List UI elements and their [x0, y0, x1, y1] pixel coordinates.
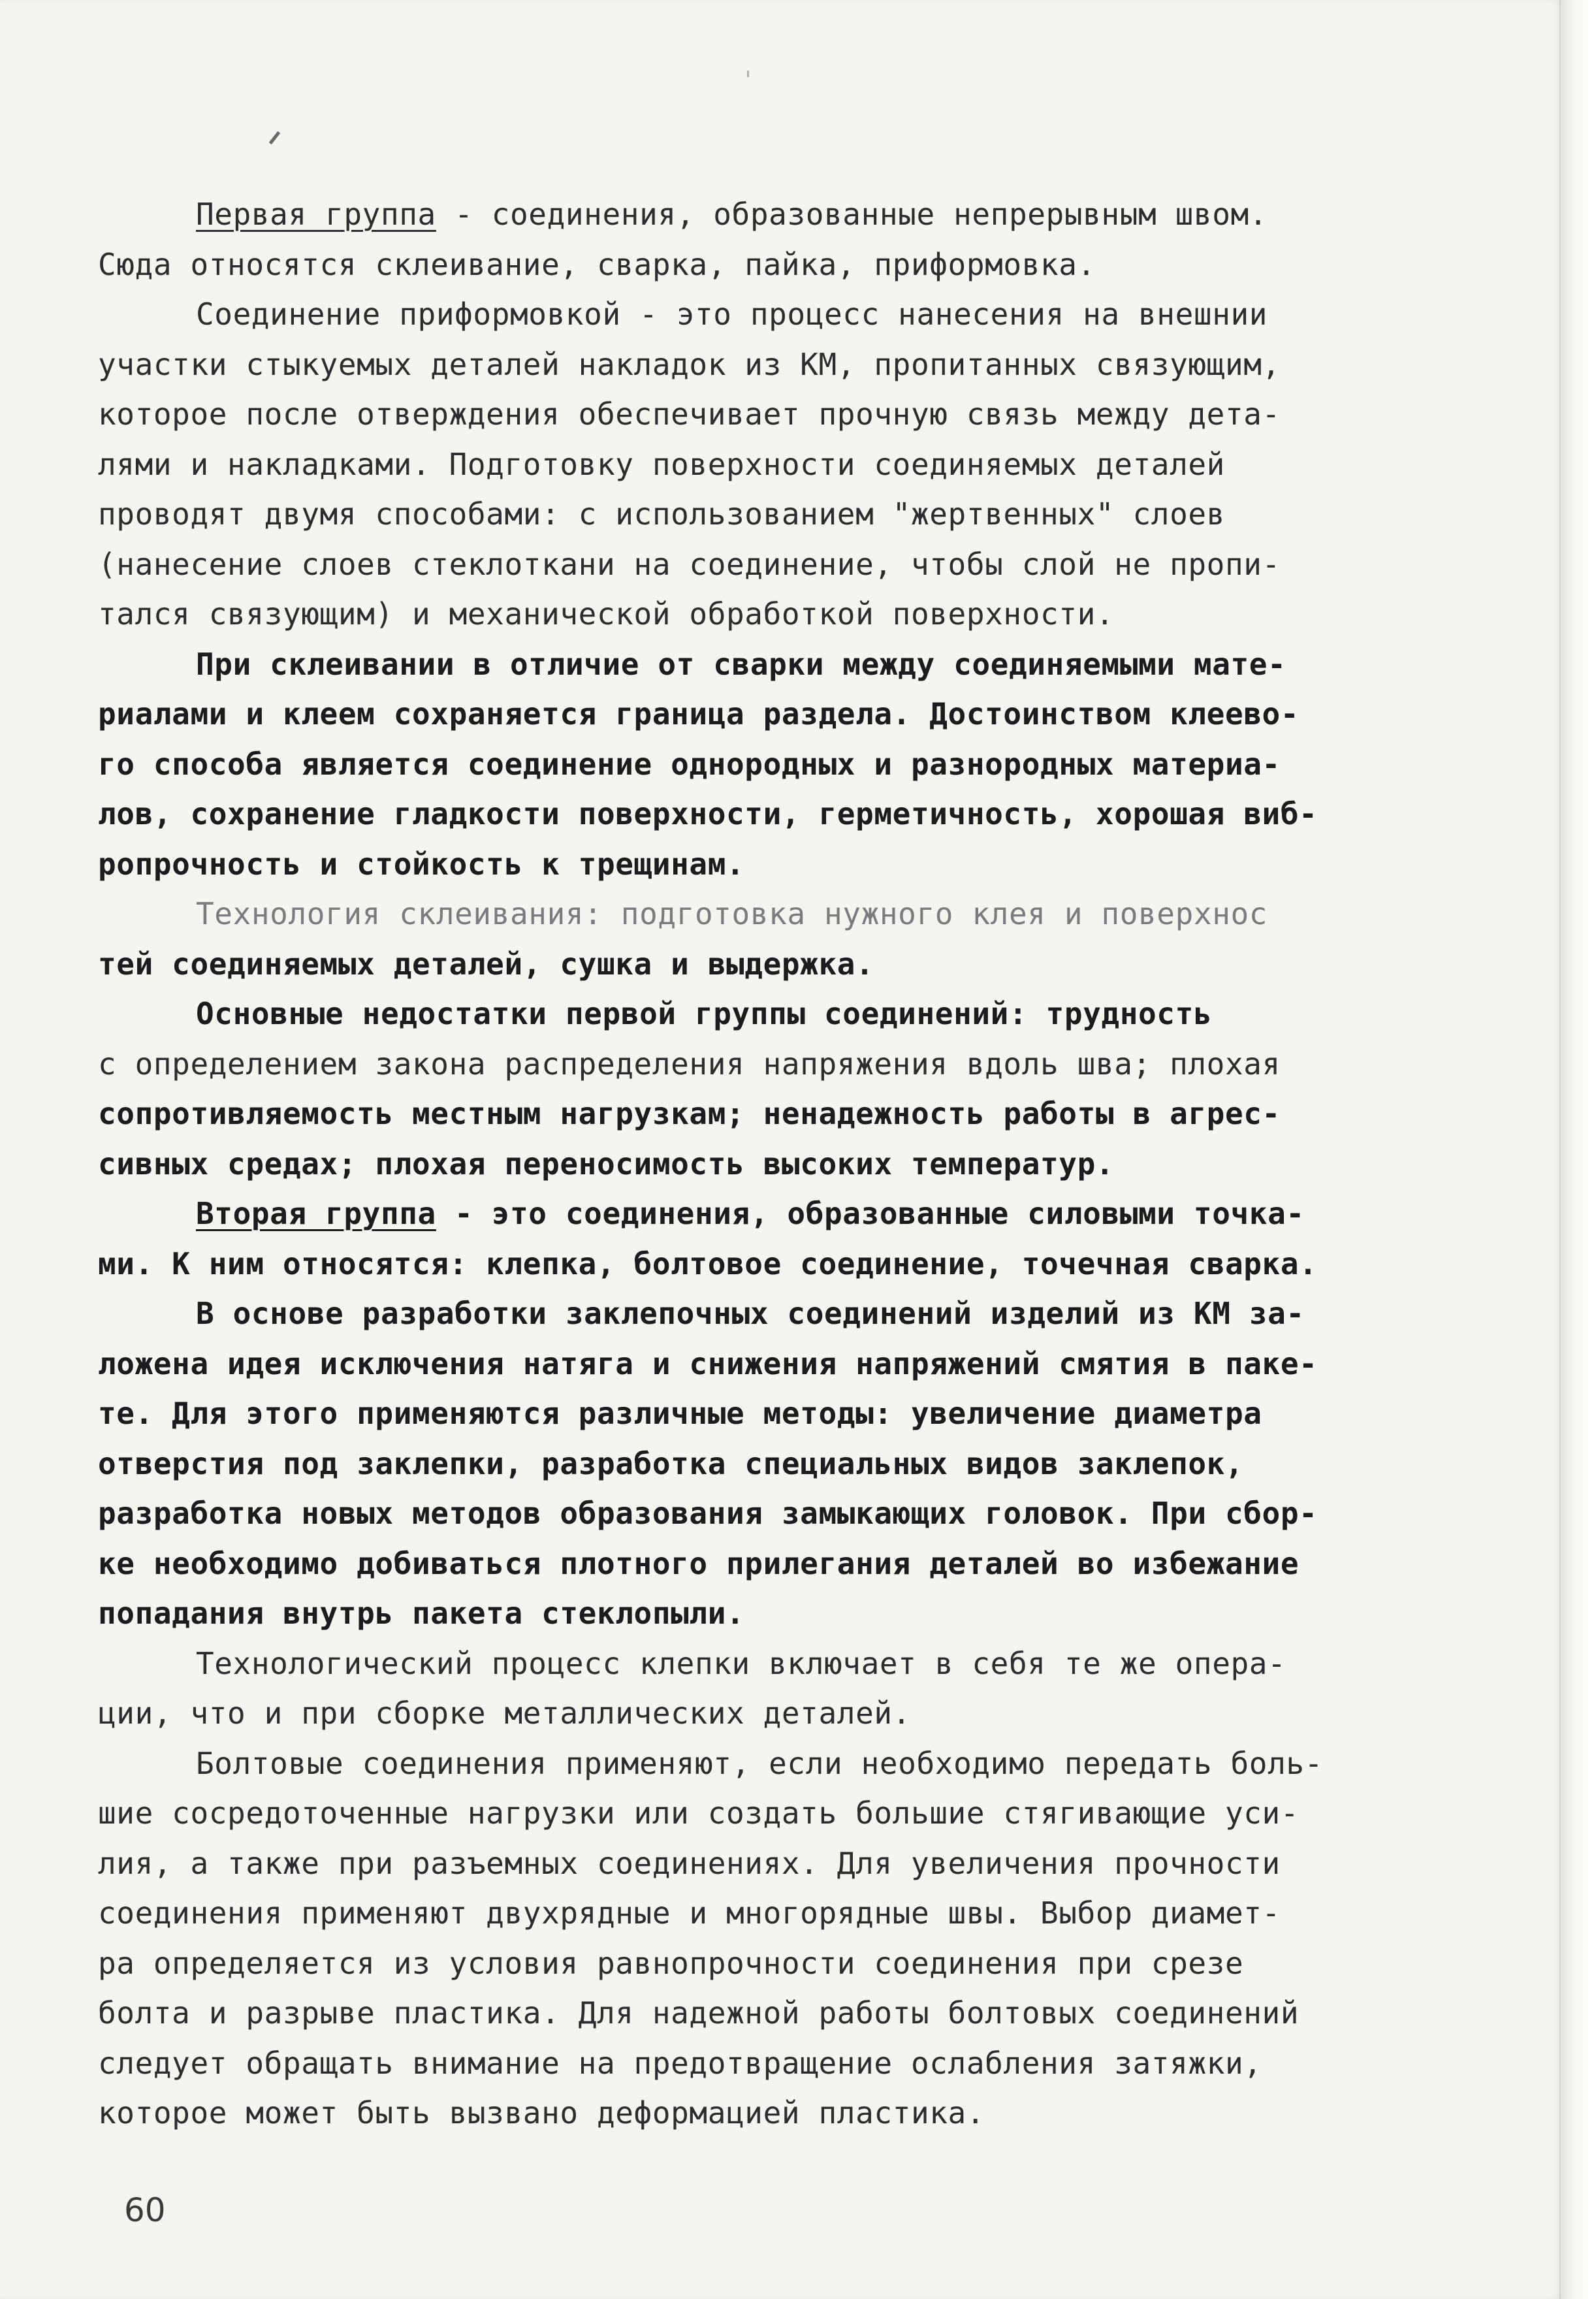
text-line: Болтовые соединения применяют, если необходимо передать боль-: [196, 1745, 1323, 1781]
text-line: ложена идея исключения натяга и снижения напряжений смятия в паке-: [98, 1345, 1318, 1381]
text-line: шие сосредоточенные нагрузки или создать большие стягивающие уси-: [98, 1795, 1300, 1831]
text-line: Вторая группа - это соединения, образованные силовыми точка-: [196, 1196, 1305, 1231]
text-line: которое может быть вызвано деформацией пластика.: [98, 2095, 985, 2130]
text-line: с определением закона распределения напряжения вдоль шва; плохая: [98, 1046, 1281, 1082]
text-line: тался связующим) и механической обработкой поверхности.: [98, 596, 1115, 632]
text-line: участки стыкуемых деталей накладок из КМ, пропитанных связующим,: [98, 346, 1281, 382]
text-line: следует обращать внимание на предотвращение ослабления затяжки,: [98, 2045, 1262, 2081]
text-line: риалами и клеем сохраняется граница раздела. Достоинством клеево-: [98, 696, 1300, 732]
text-line: соединения применяют двухрядные и многорядные швы. Выбор диамет-: [98, 1895, 1281, 1931]
text-line: ке необходимо добиваться плотного прилегания деталей во избежание: [98, 1545, 1300, 1581]
text-line: Основные недостатки первой группы соединений: трудность: [196, 996, 1213, 1031]
text-line: болта и разрыве пластика. Для надежной работы болтовых соединений: [98, 1995, 1300, 2031]
text-line: (нанесение слоев стеклоткани на соединение, чтобы слой не пропи-: [98, 546, 1281, 582]
text-line: тей соединяемых деталей, сушка и выдержка.: [98, 946, 874, 982]
text-line: Технологический процесс клепки включает в себя те же опера-: [196, 1645, 1286, 1681]
text-line: Соединение приформовкой - это процесс нанесения на внешнии: [196, 297, 1268, 332]
text-line: попадания внутрь пакета стеклопыли.: [98, 1596, 745, 1631]
text-line: В основе разработки заклепочных соединений изделий из КМ за-: [196, 1296, 1305, 1331]
text-line: Первая группа - соединения, образованные непрерывным швом.: [196, 197, 1268, 232]
text-line: отверстия под заклепки, разработка специальных видов заклепок,: [98, 1445, 1244, 1481]
text-line: сопротивляемость местным нагрузкам; ненадежность работы в агрес-: [98, 1096, 1281, 1131]
heading-first-group: Первая группа: [196, 197, 436, 232]
text-line: лов, сохранение гладкости поверхности, герметичность, хорошая виб-: [98, 796, 1318, 831]
text-line: которое после отверждения обеспечивает прочную связь между дета-: [98, 396, 1281, 432]
text-line: Технология склеивания: подготовка нужного клея и поверхнос: [196, 896, 1268, 931]
text-line: При склеивании в отличие от сварки между соединяемыми мате-: [196, 646, 1286, 682]
text-line: ции, что и при сборке металлических деталей.: [98, 1696, 911, 1731]
body-text: [98, 189, 1456, 2138]
heading-second-group: Вторая группа: [196, 1196, 436, 1231]
stray-mark: [269, 131, 280, 144]
text-line: лия, а также при разъемных соединениях. Для увеличения прочности: [98, 1845, 1281, 1881]
page-edge: [1559, 0, 1596, 2299]
text-line: проводят двумя способами: с использованием "жертвенных" слоев: [98, 496, 1225, 532]
text-line: ропрочность и стойкость к трещинам.: [98, 846, 745, 882]
text-line: те. Для этого применяются различные методы: увеличение диаметра: [98, 1396, 1262, 1431]
text-line: лями и накладками. Подготовку поверхности соединяемых деталей: [98, 446, 1225, 482]
text-line: ми. К ним относятся: клепка, болтовое соединение, точечная сварка.: [98, 1246, 1318, 1281]
text-line: го способа является соединение однородных и разнородных материа-: [98, 746, 1281, 782]
page-number: 60: [124, 2191, 166, 2229]
stray-dot: [747, 71, 749, 77]
text-line: разработка новых методов образования замыкающих головок. При сбор-: [98, 1496, 1318, 1531]
text-line: ра определяется из условия равнопрочности соединения при срезе: [98, 1945, 1244, 1981]
text-line: сивных средах; плохая переносимость высоких температур.: [98, 1146, 1115, 1182]
text-line: Сюда относятся склеивание, сварка, пайка, приформовка.: [98, 246, 1096, 282]
